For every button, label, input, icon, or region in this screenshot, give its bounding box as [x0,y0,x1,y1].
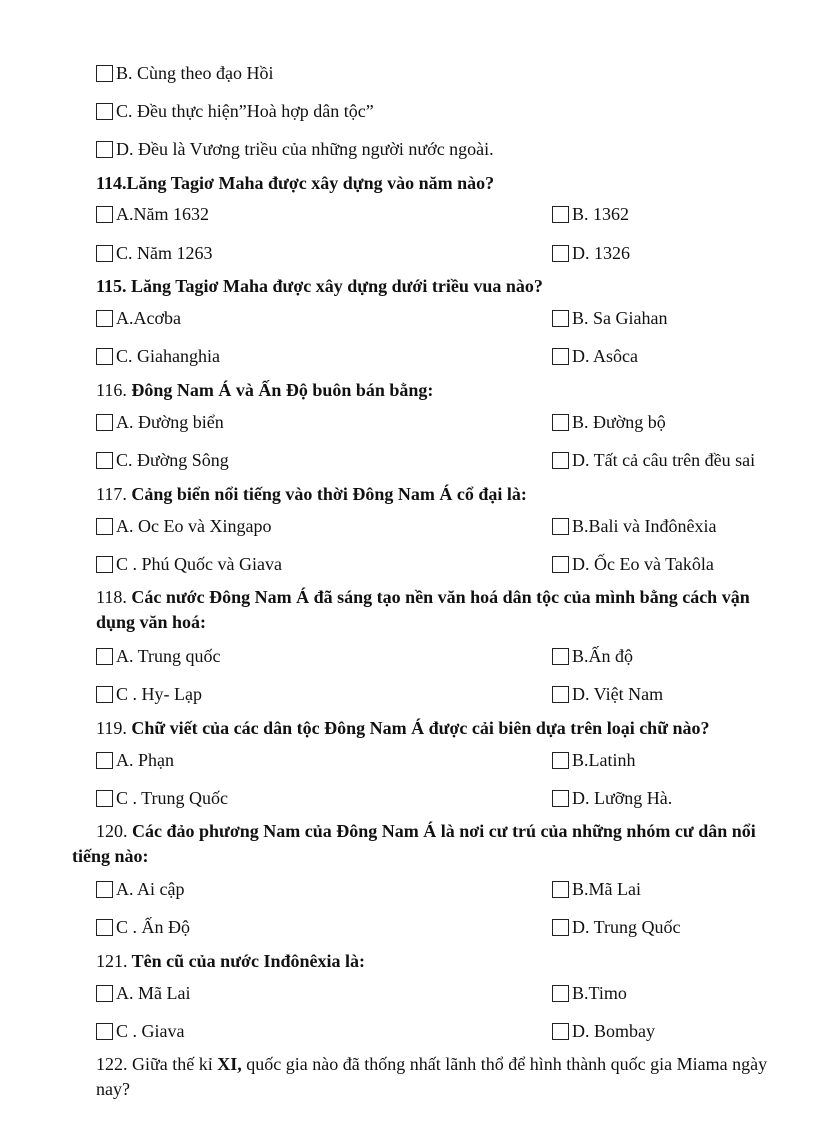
checkbox[interactable] [552,686,569,703]
checkbox[interactable] [96,141,113,158]
option-b[interactable]: B.Latinh [552,747,636,773]
checkbox[interactable] [552,985,569,1002]
option-row [96,980,627,1006]
checkbox[interactable] [552,206,569,223]
option-a[interactable]: A. Đường biển [96,409,224,435]
checkbox[interactable] [552,919,569,936]
checkbox[interactable] [552,245,569,262]
option-c[interactable]: C. Đều thực hiện”Hoà hợp dân tộc” [96,98,374,124]
option-row [96,240,630,266]
question-118: 118. Các nước Đông Nam Á đã sáng tạo nền văn hoá dân tộc của mình bằng cách vận dụng văn hoá: [96,587,750,632]
option-a[interactable]: A. Ai cập [96,876,184,902]
checkbox[interactable] [552,452,569,469]
checkbox[interactable] [96,985,113,1002]
checkbox[interactable] [552,414,569,431]
question-122: 122. Giữa thế kỉ XI, quốc gia nào đã thống nhất lãnh thổ để hình thành quốc gia Miama ngày nay? [96,1054,768,1099]
checkbox[interactable] [96,919,113,936]
checkbox[interactable] [96,310,113,327]
option-b[interactable]: B.Timo [552,980,627,1006]
checkbox[interactable] [96,648,113,665]
option-row [96,447,756,473]
checkbox[interactable] [552,752,569,769]
checkbox[interactable] [96,348,113,365]
question-114: 114.Lăng Tagiơ Maha được xây dựng vào năm nào? [96,173,495,193]
option-row [96,305,668,331]
option-row [96,643,634,669]
option-b[interactable]: B. 1362 [552,201,629,227]
option-a[interactable]: A. Phạn [96,747,174,773]
checkbox[interactable] [552,648,569,665]
question-121: 121. Tên cũ của nước Inđônêxia là: [96,951,365,971]
checkbox[interactable] [552,310,569,327]
option-b[interactable]: B.Mã Lai [552,876,641,902]
option-c[interactable]: C . Trung Quốc [96,785,228,811]
option-c[interactable]: C. Đường Sông [96,447,229,473]
option-row [96,513,717,539]
option-row [96,1018,655,1044]
option-c[interactable]: C . Giava [96,1018,184,1044]
question-115: 115. Lăng Tagiơ Maha được xây dựng dưới triều vua nào? [96,276,543,296]
option-b[interactable]: B. Đường bộ [552,409,666,435]
checkbox[interactable] [96,518,113,535]
option-d[interactable]: D. Ốc Eo và Takôla [552,551,714,577]
checkbox[interactable] [96,103,113,120]
option-d[interactable]: D. Trung Quốc [552,914,681,940]
option-a[interactable]: A.Acơba [96,305,181,331]
checkbox[interactable] [96,1023,113,1040]
option-row [96,201,630,227]
checkbox[interactable] [96,790,113,807]
option-c[interactable]: C . Phú Quốc và Giava [96,551,282,577]
checkbox[interactable] [96,65,113,82]
question-117: 117. Cảng biển nổi tiếng vào thời Đông Nam Á cổ đại là: [96,484,527,504]
option-a[interactable]: A.Năm 1632 [96,201,209,227]
option-d[interactable]: D. Bombay [552,1018,655,1044]
option-a[interactable]: A. Trung quốc [96,643,221,669]
checkbox[interactable] [552,518,569,535]
option-row [96,409,666,435]
option-a[interactable]: A. Mã Lai [96,980,190,1006]
checkbox[interactable] [96,414,113,431]
checkbox[interactable] [96,686,113,703]
option-row [96,551,714,577]
option-d[interactable]: D. Việt Nam [552,681,663,707]
option-row [96,98,374,124]
option-row [96,343,638,369]
checkbox[interactable] [552,881,569,898]
option-row [96,136,494,162]
option-d[interactable]: D. Lưỡng Hà. [552,785,672,811]
option-c[interactable]: C . Hy- Lạp [96,681,202,707]
option-c[interactable]: C. Giahanghia [96,343,220,369]
option-row [96,876,641,902]
option-b[interactable]: B. Cùng theo đạo Hồi [96,60,274,86]
question-116: 116. Đông Nam Á và Ấn Độ buôn bán bằng: [96,380,434,400]
question-120: 120. Các đảo phương Nam của Đông Nam Á là nơi cư trú của những nhóm cư dân nổi tiếng nào: [72,821,756,866]
checkbox[interactable] [96,752,113,769]
checkbox[interactable] [552,790,569,807]
option-b[interactable]: B.Ấn độ [552,643,633,669]
option-d[interactable]: D. Tất cả câu trên đều sai [552,447,755,473]
checkbox[interactable] [96,556,113,573]
option-b[interactable]: B. Sa Giahan [552,305,667,331]
checkbox[interactable] [552,556,569,573]
checkbox[interactable] [96,245,113,262]
option-c[interactable]: C . Ấn Độ [96,914,190,940]
checkbox[interactable] [96,881,113,898]
checkbox[interactable] [552,348,569,365]
checkbox[interactable] [552,1023,569,1040]
question-119: 119. Chữ viết của các dân tộc Đông Nam Á được cải biên dựa trên loại chữ nào? [96,718,710,738]
option-a[interactable]: A. Oc Eo và Xingapo [96,513,271,539]
option-row [96,785,673,811]
option-row [96,914,681,940]
option-d[interactable]: D. Asôca [552,343,638,369]
option-row [96,60,274,86]
option-d[interactable]: D. Đều là Vương triều của những người nước ngoài. [96,136,494,162]
option-b[interactable]: B.Bali và Inđônêxia [552,513,716,539]
checkbox[interactable] [96,452,113,469]
option-d[interactable]: D. 1326 [552,240,630,266]
option-row [96,681,664,707]
checkbox[interactable] [96,206,113,223]
option-c[interactable]: C. Năm 1263 [96,240,213,266]
option-row [96,747,636,773]
